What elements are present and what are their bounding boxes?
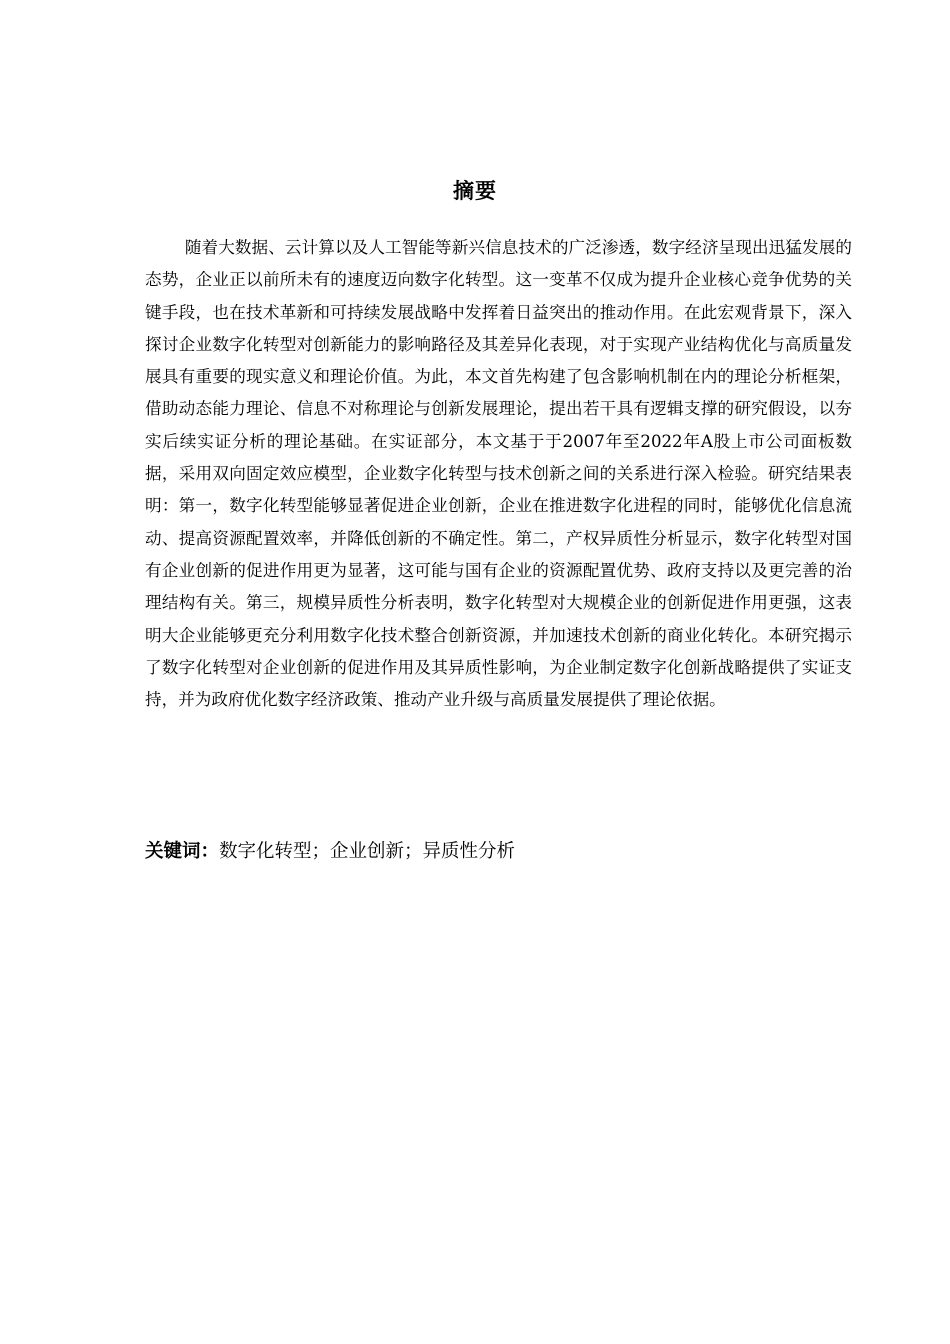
abstract-title: 摘要 — [453, 179, 497, 203]
abstract-paragraph: 随着大数据、云计算以及人工智能等新兴信息技术的广泛渗透，数字经济呈现出迅猛发展的态势，企业正以前所未有的速度迈向数字化转型。这一变革不仅成为提升企业核心竞争优势的关键手段，也在技术革新和可持续发展战略中发挥着日益突出的推动作用。在此宏观背景下，深入探讨企业数字化转型对创新能力的影响路径及其差异化表现，对于实现产业结构优化与高质量发展具有重要的现实意义和理论价值。为此，本文首先构建了包含影响机制在内的理论分析框架，借助动态能力理论、信息不对称理论与创新发展理论，提出若干具有逻辑支撑的研究假设，以夯实后续实证分析的理论基础。在实证部分，本文基于于2007年至2022年A股上市公司面板数据，采用双向固定效应模型，企业数字化转型与技术创新之间的关系进行深入检验。研究结果表明：第一，数字化转型能够显著促进企业创新，企业在推进数字化进程的同时，能够优化信息流动、提高资源配置效率，并降低创新的不确定性。第二，产权异质性分析显示，数字化转型对国有企业创新的促进作用更为显著，这可能与国有企业的资源配置优势、政府支持以及更完善的治理结构有关。第三，规模异质性分析表明，数字化转型对大规模企业的创新促进作用更强，这表明大企业能够更充分利用数字化技术整合创新资源，并加速技术创新的商业化转化。本研究揭示了数字化转型对企业创新的促进作用及其异质性影响，为企业制定数字化创新战略提供了实证支持，并为政府优化数字经济政策、推动产业升级与高质量发展提供了理论依据。 — [145, 238, 852, 710]
keywords-line — [145, 836, 852, 868]
keywords-label: 关键词： — [145, 841, 220, 862]
keywords-list: 数字化转型；企业创新；异质性分析 — [219, 841, 516, 862]
